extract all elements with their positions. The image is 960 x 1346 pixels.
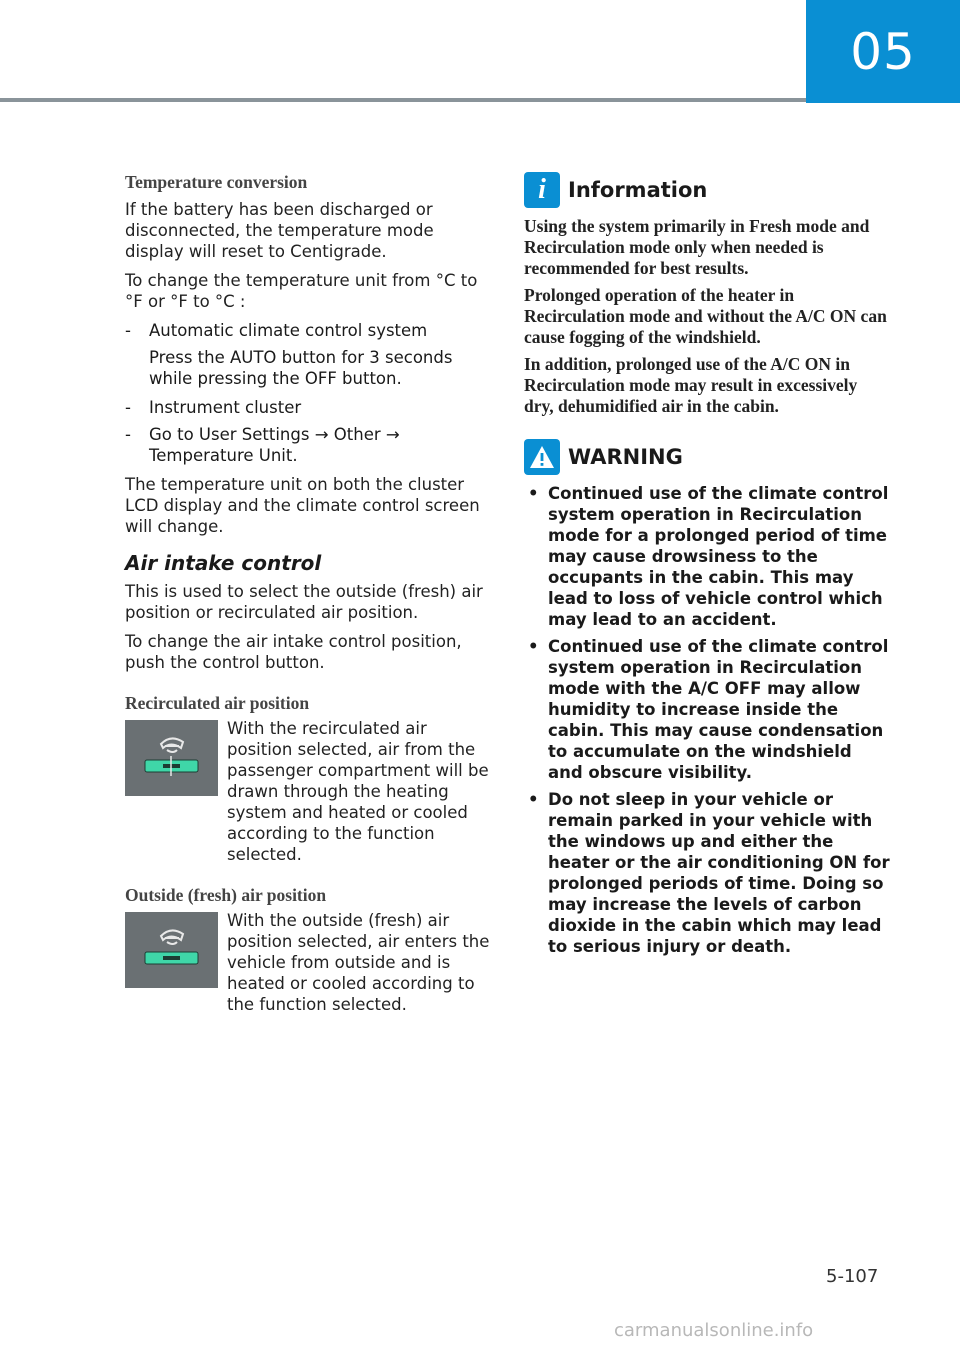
list-item: - Automatic climate control system [125, 321, 428, 340]
list-item: - Go to User Settings → Other → Temperature Unit. [125, 425, 400, 465]
unit-change-list-2 [125, 397, 490, 466]
warning-icon [524, 439, 560, 475]
information-paragraph-2: Prolonged operation of the heater in Recirculation mode and without the A/C ON can cause fogging of the windshield. [524, 285, 887, 347]
info-icon: i [524, 172, 560, 208]
right-column [524, 172, 890, 963]
information-title: Information [568, 178, 708, 202]
paragraph-unit-change-result: The temperature unit on both the cluster LCD display and the climate control screen will change. [125, 475, 480, 536]
outside-air-figure-row [125, 910, 490, 1015]
air-intake-paragraph-2: To change the air intake control position, push the control button. [125, 632, 462, 672]
recirculated-heading: Recirculated air position [125, 693, 310, 713]
information-paragraph-3: In addition, prolonged use of the A/C ON in Recirculation mode may result in excessively dry, dehumidified air in the cabin. [524, 354, 858, 416]
paragraph-battery: If the battery has been discharged or disconnected, the temperature mode display will reset to Centigrade. [125, 200, 434, 261]
warning-header [524, 439, 890, 475]
warning-title: WARNING [568, 445, 683, 469]
recirculated-figure-row [125, 718, 490, 865]
header-rule [0, 98, 806, 102]
list-item: • Continued use of the climate control system operation in Recirculation mode for a prolonged period of time may cause drowsiness to the occupants in the cabin. This may lead to loss of vehicle control which may lead to an accident. [528, 484, 889, 629]
outside-air-button-image [125, 912, 218, 988]
air-intake-title: Air intake control [125, 551, 322, 575]
page-number: 5-107 [826, 1266, 879, 1287]
information-paragraph-1: Using the system primarily in Fresh mode and Recirculation mode only when needed is recommended for best results. [524, 216, 870, 278]
temp-conversion-heading: Temperature conversion [125, 172, 308, 192]
unit-change-list [125, 320, 490, 341]
outside-air-heading: Outside (fresh) air position [125, 885, 327, 905]
list-item: • Do not sleep in your vehicle or remain parked in your vehicle with the windows up and either the heater or the air conditioning ON for prolonged periods of time. Doing so may increase the levels of carbon dioxide in the cabin which may lead to serious injury or death. [528, 790, 890, 956]
outside-air-description: With the outside (fresh) air position selected, air enters the vehicle from outside and is heated or cooled according to the function selected. [227, 911, 490, 1014]
list-item: - Instrument cluster [125, 398, 302, 417]
recirculation-button-icon [125, 720, 218, 796]
warning-triangle-icon [528, 444, 556, 470]
recirculated-description: With the recirculated air position selected, air from the passenger compartment will be drawn through the heating system and heated or cooled according to the function selected. [227, 719, 489, 864]
information-header [524, 172, 890, 208]
chapter-tab: 05 [806, 0, 960, 103]
fresh-air-button-icon [125, 912, 218, 988]
paragraph-change-unit: To change the temperature unit from °C to °F or °F to °C : [125, 271, 478, 311]
auto-instruction: Press the AUTO button for 3 seconds while pressing the OFF button. [149, 348, 453, 388]
recirculated-button-image [125, 720, 218, 796]
list-item: • Continued use of the climate control system operation in Recirculation mode with the A/C OFF may allow humidity to increase inside the cabin. This may cause condensation to accumulate on the windshield and obscure visibility. [528, 637, 889, 782]
warning-list [524, 483, 890, 957]
left-column [125, 172, 490, 1027]
air-intake-paragraph-1: This is used to select the outside (fresh) air position or recirculated air position. [125, 582, 483, 622]
watermark: carmanualsonline.info [614, 1320, 814, 1341]
